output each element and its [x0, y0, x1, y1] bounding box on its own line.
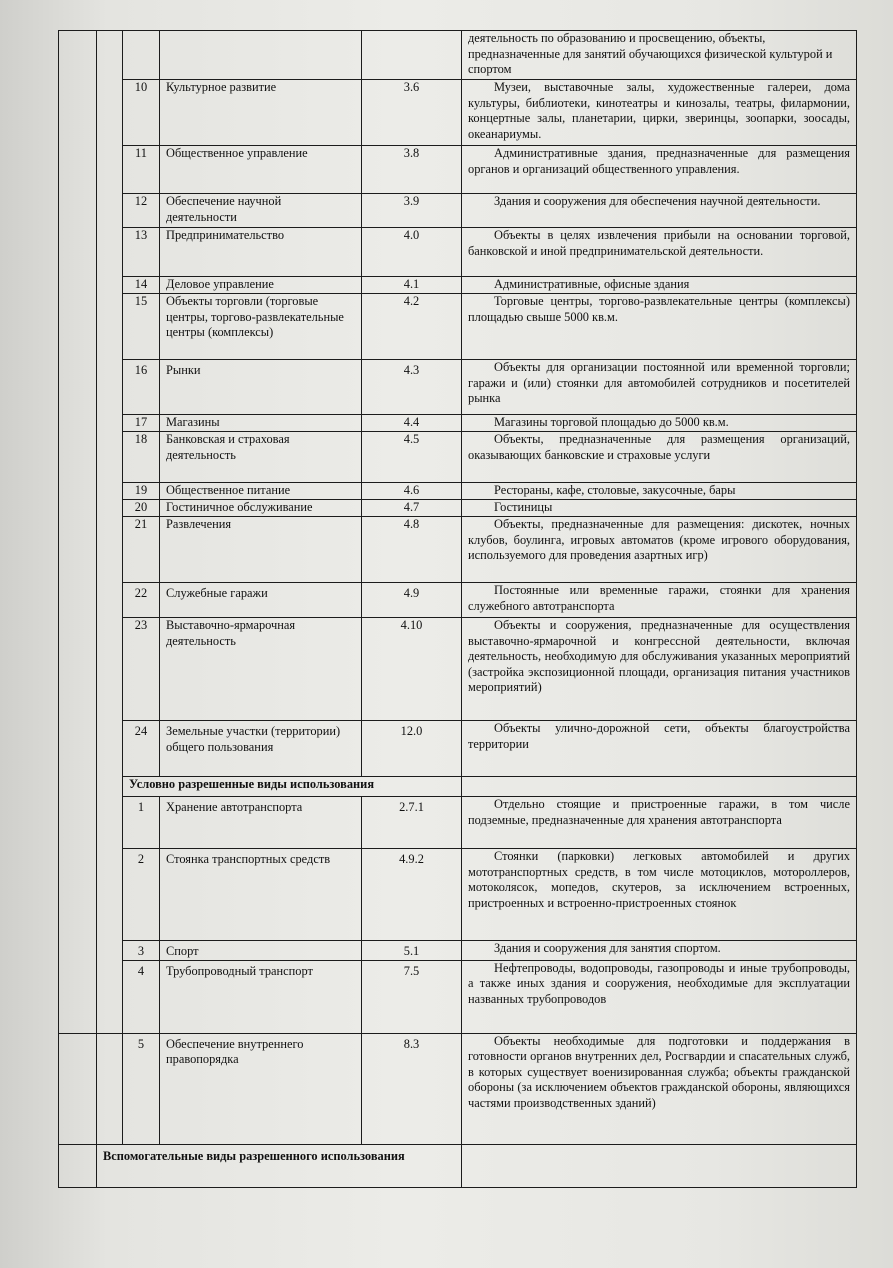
use-code-cell: 4.6	[362, 483, 462, 500]
row-number-cell: 12	[123, 194, 160, 228]
table-row	[59, 31, 857, 80]
use-name-cell: Спорт	[160, 941, 362, 961]
use-name-cell: Земельные участки (территории) общего пользования	[160, 721, 362, 777]
table-row	[59, 960, 857, 1033]
table-row	[59, 500, 857, 517]
use-code-cell: 4.4	[362, 415, 462, 432]
document-page	[58, 0, 864, 1268]
use-code-cell: 4.9	[362, 583, 462, 618]
use-name-cell: Деловое управление	[160, 277, 362, 294]
row-number-cell: 18	[123, 432, 160, 483]
use-code-cell: 3.9	[362, 194, 462, 228]
left-gutter-cell	[97, 1033, 123, 1144]
use-name-cell: Объекты торговли (торговые центры, торгово-развлекательные центры (комплексы)	[160, 294, 362, 360]
use-code-cell: 3.8	[362, 146, 462, 194]
use-description-cell: Гостиницы	[462, 500, 857, 517]
table-row	[59, 797, 857, 849]
row-number-cell: 2	[123, 849, 160, 941]
use-description-cell: Административные, офисные здания	[462, 277, 857, 294]
table-row	[59, 228, 857, 277]
use-code-cell: 2.7.1	[362, 797, 462, 849]
use-code-cell	[362, 31, 462, 80]
use-description-cell: Постоянные или временные гаражи, стоянки для хранения служебного автотранспорта	[462, 583, 857, 618]
use-code-cell: 8.3	[362, 1033, 462, 1144]
use-name-cell: Обеспечение научной деятельности	[160, 194, 362, 228]
use-name-cell: Служебные гаражи	[160, 583, 362, 618]
use-description-cell: Объекты улично-дорожной сети, объекты благоустройства территории	[462, 721, 857, 777]
row-number-cell: 13	[123, 228, 160, 277]
use-description-cell: Объекты необходимые для подготовки и поддержания в готовности органов внутренних дел, Росгвардии и спасательных служб, в которых существует военизированная служба; объекты гражданской обороны (за исключением объектов гражданской обороны, являющихся частями производственных зданий)	[462, 1033, 857, 1144]
table-row	[59, 146, 857, 194]
row-number-cell: 16	[123, 360, 160, 415]
table-row	[59, 1144, 857, 1187]
use-code-cell: 4.5	[362, 432, 462, 483]
use-description-cell: Музеи, выставочные залы, художественные галереи, дома культуры, библиотеки, кинотеатры и кинозалы, театры, филармонии, концертные залы, планетарии, цирки, зверинцы, зоопарки, зоосады, океанариумы.	[462, 80, 857, 146]
row-number-cell: 19	[123, 483, 160, 500]
row-number-cell: 3	[123, 941, 160, 961]
use-description-cell: Объекты и сооружения, предназначенные для осуществления выставочно-ярмарочной и конгрессной деятельности, включая деятельность, необходимую для обслуживания указанных мероприятий (застройка экспозиционной площади, организация питания участников мероприятий)	[462, 618, 857, 721]
row-number-cell: 11	[123, 146, 160, 194]
use-name-cell: Рынки	[160, 360, 362, 415]
use-code-cell: 3.6	[362, 80, 462, 146]
use-code-cell: 5.1	[362, 941, 462, 961]
use-description-cell: Магазины торговой площадью до 5000 кв.м.	[462, 415, 857, 432]
use-code-cell: 4.8	[362, 517, 462, 583]
use-name-cell: Гостиничное обслуживание	[160, 500, 362, 517]
row-number-cell: 4	[123, 960, 160, 1033]
use-code-cell: 12.0	[362, 721, 462, 777]
table-row	[59, 517, 857, 583]
table-row	[59, 415, 857, 432]
row-number-cell: 10	[123, 80, 160, 146]
table-row	[59, 849, 857, 941]
use-description-cell: Отдельно стоящие и пристроенные гаражи, в том числе подземные, предназначенные для хранения автотранспорта	[462, 797, 857, 849]
table-row	[59, 194, 857, 228]
row-number-cell: 15	[123, 294, 160, 360]
use-description-cell: Здания и сооружения для занятия спортом.	[462, 941, 857, 961]
row-number-cell: 23	[123, 618, 160, 721]
table-row	[59, 777, 857, 797]
use-name-cell: Культурное развитие	[160, 80, 362, 146]
use-description-cell: Административные здания, предназначенные для размещения органов и организаций общественного управления.	[462, 146, 857, 194]
use-description-cell: Объекты в целях извлечения прибыли на основании торговой, банковской и иной предпринимательской деятельности.	[462, 228, 857, 277]
use-description-cell: Нефтепроводы, водопроводы, газопроводы и иные трубопроводы, а также иных здания и сооружения, необходимые для эксплуатации названных трубопроводов	[462, 960, 857, 1033]
use-description-cell: деятельность по образованию и просвещению, объекты, предназначенные для занятий обучающихся физической культурой и спортом	[462, 31, 857, 80]
use-name-cell: Выставочно-ярмарочная деятельность	[160, 618, 362, 721]
use-name-cell: Предпринимательство	[160, 228, 362, 277]
left-gutter-cell	[97, 31, 123, 1034]
use-code-cell: 7.5	[362, 960, 462, 1033]
use-code-cell: 4.2	[362, 294, 462, 360]
land-use-table	[58, 30, 857, 1188]
use-description-cell: Здания и сооружения для обеспечения научной деятельности.	[462, 194, 857, 228]
use-description-cell: Торговые центры, торгово-развлекательные центры (комплексы) площадью свыше 5000 кв.м.	[462, 294, 857, 360]
row-number-cell: 5	[123, 1033, 160, 1144]
empty-cell	[462, 1144, 857, 1187]
use-name-cell: Общественное питание	[160, 483, 362, 500]
table-row	[59, 360, 857, 415]
use-name-cell: Развлечения	[160, 517, 362, 583]
row-number-cell: 20	[123, 500, 160, 517]
table-row	[59, 721, 857, 777]
left-gutter-cell	[59, 1033, 97, 1144]
row-number-cell: 17	[123, 415, 160, 432]
use-code-cell: 4.3	[362, 360, 462, 415]
use-name-cell	[160, 31, 362, 80]
table-row	[59, 294, 857, 360]
table-row	[59, 483, 857, 500]
row-number-cell: 22	[123, 583, 160, 618]
use-description-cell: Стоянки (парковки) легковых автомобилей и других мототранспортных средств, в том числе мотоциклов, мотороллеров, мотоколясок, мопедов, скутеров, за исключением встроенных, пристроенных и встроенно-пристроенных стоянок	[462, 849, 857, 941]
use-name-cell: Стоянка транспортных средств	[160, 849, 362, 941]
use-name-cell: Банковская и страховая деятельность	[160, 432, 362, 483]
use-name-cell: Трубопроводный транспорт	[160, 960, 362, 1033]
table-row	[59, 432, 857, 483]
table-row	[59, 941, 857, 961]
use-code-cell: 4.7	[362, 500, 462, 517]
use-code-cell: 4.10	[362, 618, 462, 721]
use-description-cell: Объекты для организации постоянной или временной торговли; гаражи и (или) стоянки для автомобилей сотрудников и посетителей рынка	[462, 360, 857, 415]
use-code-cell: 4.0	[362, 228, 462, 277]
empty-cell	[462, 777, 857, 797]
use-name-cell: Магазины	[160, 415, 362, 432]
table-row	[59, 1033, 857, 1144]
left-gutter-cell	[59, 1144, 97, 1187]
use-name-cell: Хранение автотранспорта	[160, 797, 362, 849]
table-row	[59, 277, 857, 294]
row-number-cell: 1	[123, 797, 160, 849]
row-number-cell: 21	[123, 517, 160, 583]
table-row	[59, 583, 857, 618]
use-description-cell: Рестораны, кафе, столовые, закусочные, бары	[462, 483, 857, 500]
row-number-cell: 14	[123, 277, 160, 294]
use-code-cell: 4.1	[362, 277, 462, 294]
table-row	[59, 618, 857, 721]
use-description-cell: Объекты, предназначенные для размещения организаций, оказывающих банковские и страховые услуги	[462, 432, 857, 483]
section-header-auxiliary: Вспомогательные виды разрешенного использования	[97, 1144, 462, 1187]
use-name-cell: Общественное управление	[160, 146, 362, 194]
use-code-cell: 4.9.2	[362, 849, 462, 941]
left-gutter-cell	[59, 31, 97, 1034]
row-number-cell	[123, 31, 160, 80]
table-row	[59, 80, 857, 146]
use-name-cell: Обеспечение внутреннего правопорядка	[160, 1033, 362, 1144]
row-number-cell: 24	[123, 721, 160, 777]
use-description-cell: Объекты, предназначенные для размещения: дискотек, ночных клубов, боулинга, игровых автоматов (кроме игрового оборудования, используемого для проведения азартных игр)	[462, 517, 857, 583]
section-header-conditional: Условно разрешенные виды использования	[123, 777, 462, 797]
